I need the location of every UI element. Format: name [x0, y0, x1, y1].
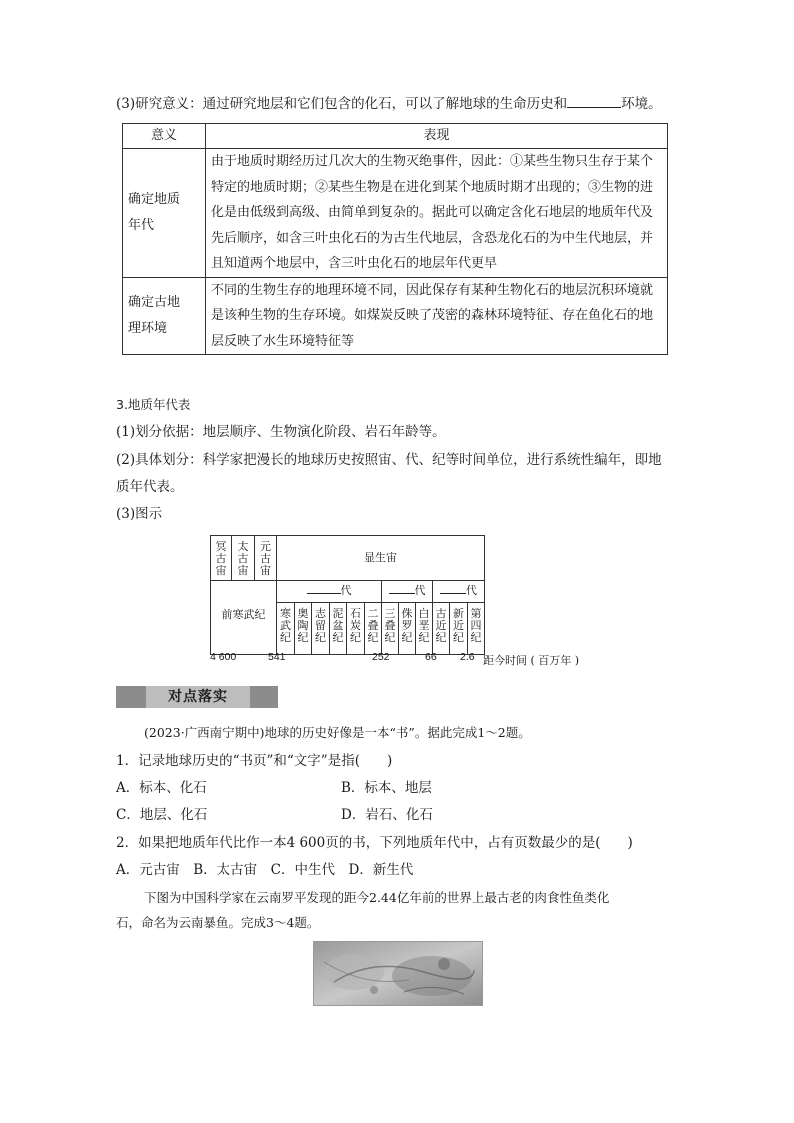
period-cell: 古近纪: [432, 602, 450, 655]
answer-blank[interactable]: [567, 95, 621, 108]
table-row: [123, 149, 668, 278]
period-cell: 第四纪: [467, 602, 485, 655]
tick-label: 2.6: [460, 651, 475, 663]
practice-banner: [116, 686, 278, 708]
q1-option-c[interactable]: C．地层、化石: [116, 807, 208, 823]
table-row-text: 不同的生物生存的地理环境不同，因此保存有某种生物化石的地层沉积环境就是该种生物的生存环境。如煤炭反映了茂密的森林环境特征、存在鱼化石的地层反映了水生环境特征等: [206, 277, 668, 355]
precambrian-cell: 前寒武纪: [210, 580, 277, 655]
period-cell: 石炭纪: [346, 602, 365, 655]
section3-line: (3)研究意义：通过研究地层和它们包含的化石，可以了解地球的生命历史和 环境。: [116, 96, 662, 112]
timescale-division-2: 质年代表。: [116, 479, 184, 495]
timescale-division-1: (2)具体划分：科学家把漫长的地球历史按照宙、代、纪等时间单位，进行系统性编年，即地: [116, 452, 662, 468]
table-row: [123, 277, 668, 355]
practice-intro-2-line2: 石，命名为云南暴鱼。完成3～4题。: [116, 915, 320, 930]
table-row-text: 由于地质时期经历过几次大的生物灭绝事件，因此：①某些生物只生存于某个特定的地质时期；②某些生物是在进化到某个地质时期才出现的；③生物的进化是由低级到高级、由简单到复杂的。据此可以确定含化石地层的地质年代及先后顺序，如含三叶虫化石的为古生代地层，含恐龙化石的为中生代地层，并且知道两个地层中，含三叶虫化石的地层年代更早: [206, 149, 668, 278]
period-cell: 侏罗纪: [398, 602, 416, 655]
q1-option-a[interactable]: A．标本、化石: [116, 780, 207, 796]
era-paleozoic-blank: 代: [276, 580, 382, 603]
era-mesozoic-blank: 代: [381, 580, 433, 603]
table-header-row: [123, 124, 668, 149]
geologic-time-chart: [210, 535, 485, 655]
table-header-meaning: 意义: [123, 124, 206, 149]
period-cell: 二叠纪: [364, 602, 382, 655]
question-2: 2．如果把地质年代比作一本4 600页的书，下列地质年代中，占有页数最少的是( ): [116, 835, 633, 851]
tick-label: 541: [268, 651, 286, 663]
timescale-basis: (1)划分依据：地层顺序、生物演化阶段、岩石年龄等。: [116, 424, 446, 440]
era-cenozoic-blank: 代: [432, 580, 485, 603]
period-cell: 新近纪: [449, 602, 468, 655]
table-row-label: 确定地质 年代: [123, 149, 206, 278]
tick-label: 4 600: [210, 651, 237, 663]
q2-options[interactable]: A．元古宙 B．太古宙 C．中生代 D．新生代: [116, 862, 414, 878]
tick-label: 252: [372, 651, 390, 663]
q1-option-b[interactable]: B．标本、地层: [341, 780, 432, 796]
period-cell: 奥陶纪: [294, 602, 312, 655]
q1-option-d[interactable]: D．岩石、化石: [341, 807, 433, 823]
timescale-title: 3.地质年代表: [116, 397, 191, 412]
period-cell: 志留纪: [311, 602, 330, 655]
practice-banner-title: 对点落实: [146, 686, 250, 708]
fossil-image: [314, 942, 482, 1005]
axis-label: 距今时间 ( 百万年 ): [483, 654, 580, 667]
eon-phanerozoic: 显生宙: [276, 535, 485, 581]
tick-label: 66: [425, 651, 437, 663]
period-cell: 寒武纪: [276, 602, 295, 655]
table-row-label: 确定古地 理环境: [123, 277, 206, 355]
period-cell: 三叠纪: [381, 602, 399, 655]
practice-intro-2-line1: 下图为中国科学家在云南罗平发现的距今2.44亿年前的世界上最古老的肉食性鱼类化: [144, 890, 610, 905]
eon-proterozoic: 元古宙: [254, 535, 277, 581]
question-1: 1．记录地球历史的“书页”和“文字”是指( ): [116, 753, 393, 769]
table-header-manifestation: 表现: [206, 124, 668, 149]
figure-label: (3)图示: [116, 506, 163, 522]
meaning-table: [122, 123, 668, 355]
practice-intro: (2023·广西南宁期中)地球的历史好像是一本“书”。据此完成1～2题。: [144, 725, 531, 740]
eon-hadean: 冥古宙: [210, 535, 232, 581]
fossil-photo: [313, 941, 483, 1006]
period-cell: 白垩纪: [415, 602, 433, 655]
period-cell: 泥盆纪: [329, 602, 347, 655]
eon-archean: 太古宙: [231, 535, 255, 581]
